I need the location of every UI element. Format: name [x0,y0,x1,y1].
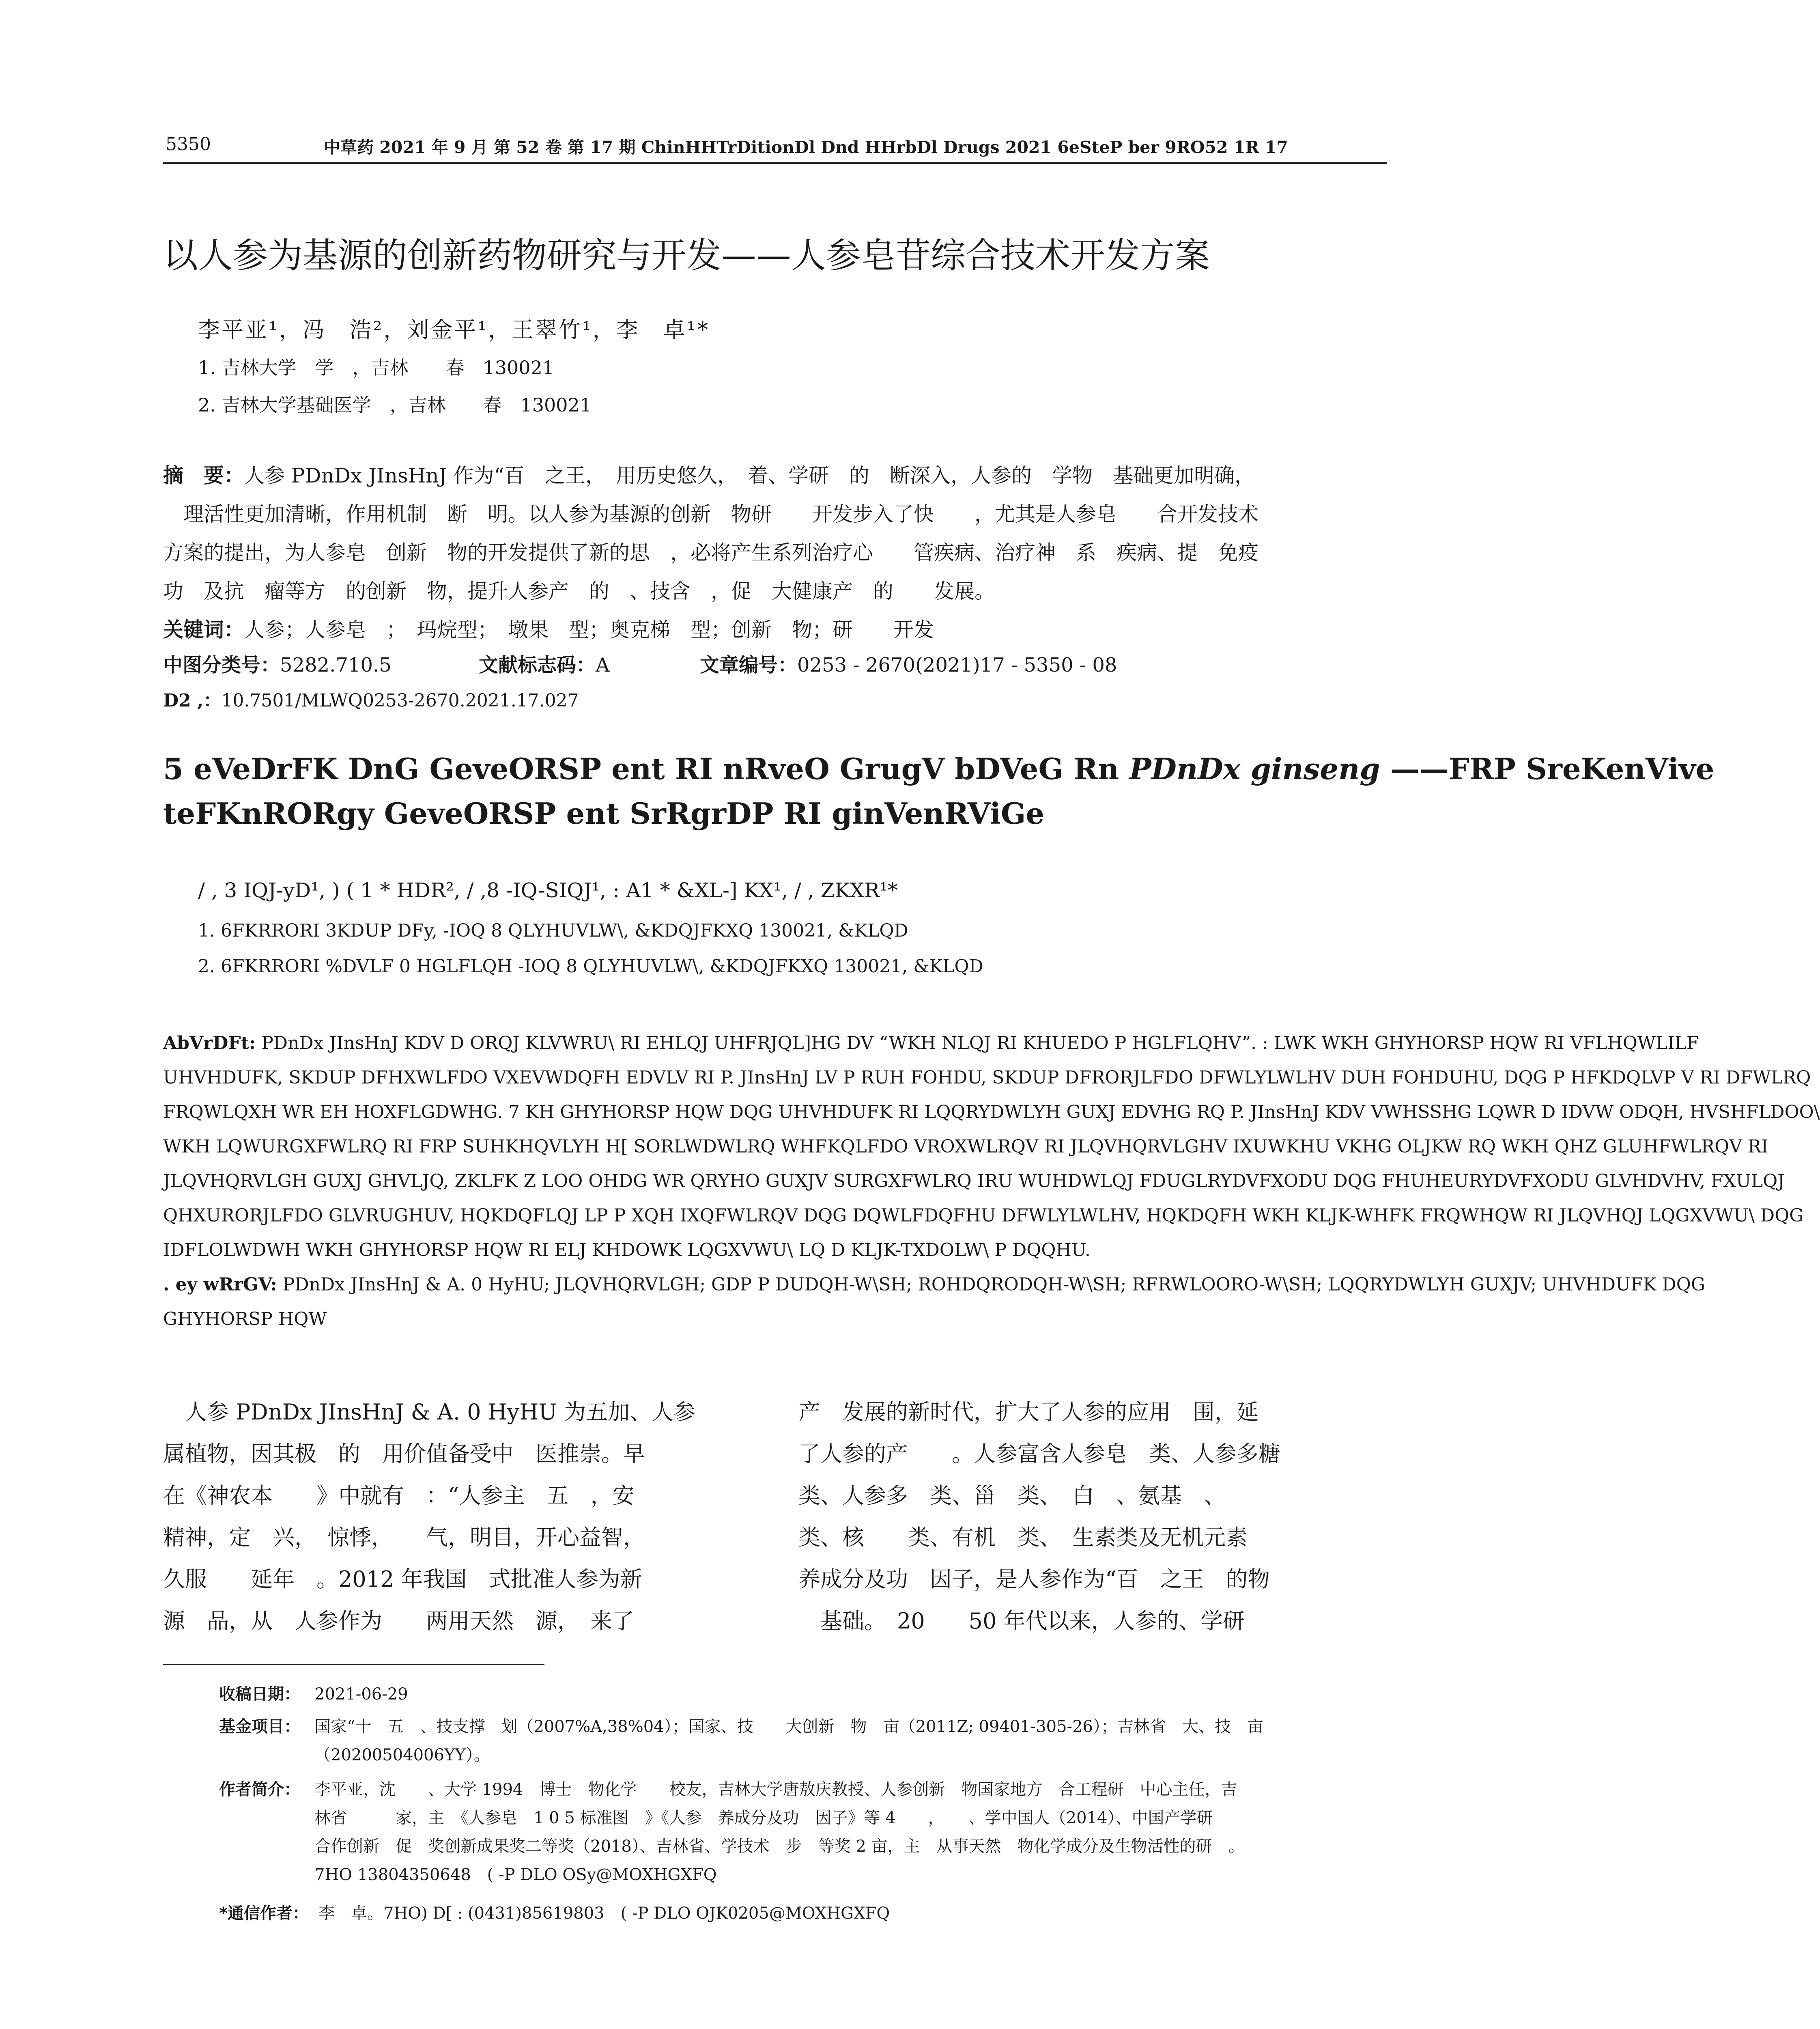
corresponding-label: *通信作者： [219,1904,309,1923]
fund-line: （20200504006YY）。 [314,1746,490,1764]
abstract-en-line-3: FRQWLQXH WR EH HOXFLGDWHG. 7 KH GHYHORSP HQW DQG UHVHDUFK RI LQQRYDWLYH GUXJ EDVHG RQ P. JInsHnJ KDV VWHSSHG LQWR D IDVW ODQH, HVSHFLDOO\ [163,1102,1820,1122]
body-right-line: 基础。 20 50 年代以来，人参的、学研 [798,1608,1245,1634]
running-head: 中草药 2021 年 9 月 第 52 卷 第 17 期 ChinHHTrDitionDl Dnd HHrbDl Drugs 2021 6eSteP ber 9RO52 1R 17 [324,138,1288,157]
body-left-line: 属植物，因其极 的 用价值备受中 医推崇。早 [163,1441,645,1467]
abstract-en-line-6: QHXURORJLFDO GLVRUGHUV, HQKDQFLQJ LP P XQH IXQFWLRQV DQG DQWLFDQFHU DFWLYLWLHV, HQKDQFH WKH KLJK-WHFK FRQWHQW RI JLQVHQJ LQGXVWU\ DQG [163,1205,1804,1226]
abstract-en-label: AbVrDFt: [163,1033,256,1053]
author-bio-label: 作者简介： [219,1780,300,1799]
body-right-line: 产 发展的新时代，扩大了人参的应用 围，延 [798,1399,1259,1425]
abstract-cn-label: 摘 要： [163,464,244,487]
article-number [700,649,1117,677]
footnote-author [219,1775,1388,1897]
affiliation-cn-2: 2. 吉林大学基础医学 ，吉林 春 130021 [198,394,592,416]
abstract-en-line-7: IDFLOLWDWH WKH GHYHORSP HQW RI ELJ KHDOWK LQGXVWU\ LQ D KLJK-TXDOLW\ P DQQHU. [163,1240,1091,1260]
abstract-cn-line-2: 理活性更加清晰，作用机制 断 明。以人参为基源的创新 物研 开发步入了快 ，尤其是人参皂 合开发技术 [163,502,1259,526]
author-bio-line: 合作创新 促 奖创新成果奖二等奖（2018）、吉林省、学技术 步 等奖 2 亩，主 从事天然 物化学成分及生物活性的研 。 [314,1837,1245,1856]
footnote-corresponding [219,1899,1388,1928]
abstract-en-line-1: AbVrDFt: PDnDx JInsHnJ KDV D ORQJ KLVWRU\ RI EHLQJ UHFRJQL]HG DV “WKH NLQJ RI KHUEDO P HGLFLQHV”. : LWK WKH GHYHORSP HQW RI VFLHQWLILF [163,1033,1699,1053]
body-left-line: 久服 延年 。2012 年我国 式批准人参为新 [163,1566,642,1592]
abstract-en [163,1026,1820,1336]
body-right-line: 养成分及功 因子，是人参作为“百 之王 的物 [798,1566,1270,1592]
received-label: 收稿日期： [219,1685,300,1704]
doc-code-value: A [596,654,610,676]
classification-line [163,649,392,677]
footnote-received [219,1680,1388,1708]
abstract-en-line-2: UHVHDUFK, SKDUP DFHXWLFDO VXEVWDQFH EDVLV RI P. JInsHnJ LV P RUH FOHDU, SKDUP DFRORJLFDO DFWLYLWLHV DUH FOHDUHU, DQG P HFKDQLVP V RI DFWLRQ [163,1067,1811,1088]
affiliation-cn-1: 1. 吉林大学 学 ，吉林 春 130021 [198,357,555,379]
abstract-cn-line-4: 功 及抗 瘤等方 的创新 物，提升人参产 的 、技含 ，促 大健康产 的 发展。 [163,579,995,603]
corresponding-value: 李 卓。7HO) D[ : (0431)85619803 ( -P DLO OJK0205@MOXHGXFQ [318,1904,890,1923]
body-column-right [798,1391,1387,1642]
abstract-cn-line-3: 方案的提出，为人参皂 创新 物的开发提供了新的思 ，必将产生系列治疗心 管疾病、治疗神 系 疾病、提 免疫 [163,541,1259,564]
article-number-label: 文章编号： [700,654,798,676]
article-title-en-line-1: 5 eVeDrFK DnG GeveORSP ent RI nRveO GrugV bDVeG Rn PDnDx ginseng ——FRP SreKenVive [163,752,1715,786]
author-bio-line: 7HO 13804350648 ( -P DLO OSy@MOXHGXFQ [314,1865,717,1884]
abstract-en-line-4: WKH LQWURGXFWLRQ RI FRP SUHKHQVLYH H[ SORLWDWLRQ WHFKQLFDO VROXWLRQV RI JLQVHQRVLGHV IXUWKHU VKHG OLJKW RQ WKH QHZ GLUHFWLRQV RI [163,1136,1768,1157]
article-number-value: 0253 - 2670(2021)17 - 5350 - 08 [797,654,1117,676]
body-left-line: 精神，定 兴， 惊悸， 气，明目，开心益智， [163,1525,645,1550]
header-rule [163,162,1387,164]
body-left-line: 在《神农本 》中就有 ：“人参主 五 ，安 [163,1483,635,1508]
fund-line: 国家“十 五 、技支撑 划（2007%A,38%04）；国家、技 大创新 物 亩（2011Z; 09401-305-26）；吉林省 大、技 亩 [314,1717,1263,1736]
keywords-en-line-1: . ey wRrGV: PDnDx JInsHnJ & A. 0 HyHU; JLQVHQRVLGH; GDP P DUDQH-W\SH; ROHDQRODQH-W\SH; RFRWLOORO-W\SH; LQQRYDWLYH GUXJV; UHVHDUFK DQG [163,1274,1706,1295]
keywords-en-line-2: GHYHORSP HQW [163,1309,327,1329]
keywords-cn-label: 关键词： [163,618,244,642]
abstract-cn [163,457,1387,649]
doi-line [163,686,579,712]
footnote-rule [163,1664,544,1665]
affiliation-en-2: 2. 6FKRRORI %DVLF 0 HGLFLQH -IOQ 8 QLYHUVLW\, &KDQJFKXQ 130021, &KLQD [198,956,983,977]
article-title-en-line-2: teFKnRORgy GeveORSP ent SrRgrDP RI ginVenRViGe [163,796,1045,831]
footnote-fund [219,1712,1388,1769]
author-bio-line: 林省 家，主 《人参皂 1 0 5 标准图 》《人参 养成分及功 因子》等 4 ， 、学中国人（2014）、中国产学研 [314,1809,1213,1827]
authors-en: / , 3 IQJ-yD¹, ) ( 1 * HDR², / ,8 -IQ-SIQJ¹, : A1 * &XL-] KX¹, / , ZKXR¹* [198,879,898,902]
body-right-line: 类、人参多 类、甾 类、 白 、氨基 、 [798,1483,1226,1508]
abstract-en-line-5: JLQVHQRVLGH GUXJ GHVLJQ, ZKLFK Z LOO OHDG WR QRYHO GUXJV SURGXFWLRQ IRU WUHDWLQJ FDUGLRYDVFXODU DQG FHUHEURYDVFXODU GLVHDVHV, FXULQJ [163,1171,1785,1191]
authors-cn: 李平亚¹，冯 浩²，刘金平¹，王翠竹¹，李 卓¹* [198,317,710,342]
keywords-cn: 关键词：人参；人参皂 ； 玛烷型； 墩果 型；奥克梯 型；创新 物；研 开发 [163,618,934,642]
clc-label: 中图分类号： [163,654,280,676]
body-column-left [163,1391,751,1642]
body-right-line: 类、核 类、有机 类、 生素类及无机元素 [798,1525,1248,1550]
article-title-en [163,747,1715,836]
affiliation-en-1: 1. 6FKRRORI 3KDUP DFy, -IOQ 8 QLYHUVLW\, &KDQJFKXQ 130021, &KLQD [198,920,908,941]
keywords-en-label: . ey wRrGV: [163,1274,277,1295]
doc-code-label: 文献标志码： [479,654,596,676]
doi-value: 10.7501/MLWQ0253-2670.2021.17.027 [221,690,579,711]
received-value: 2021-06-29 [314,1685,408,1704]
clc-value: 5282.710.5 [280,654,392,676]
page-number: 5350 [166,134,211,155]
doc-code [479,649,610,677]
fund-label: 基金项目： [219,1717,300,1736]
doi-label: D2 ,： [163,690,222,711]
abstract-cn-line-1: 摘 要：人参 PDnDx JInsHnJ 作为“百 之王， 用历史悠久， 着、学研 的 断深入，人参的 学物 基础更加明确， [163,464,1255,487]
body-left-line: 源 品，从 人参作为 两用天然 源， 来了 [163,1608,634,1634]
body-right-line: 了人参的产 。人参富含人参皂 类、人参多糖 [798,1441,1280,1467]
author-bio-line: 李平亚，沈 、大学 1994 博士 物化学 校友，吉林大学唐敖庆教授、人参创新 物国家地方 合工程研 中心主任，吉 [314,1780,1237,1799]
article-title-cn: 以人参为基源的创新药物研究与开发——人参皂苷综合技术开发方案 [163,235,1210,276]
body-left-line: 人参 PDnDx JInsHnJ & A. 0 HyHU 为五加、人参 [163,1399,696,1425]
